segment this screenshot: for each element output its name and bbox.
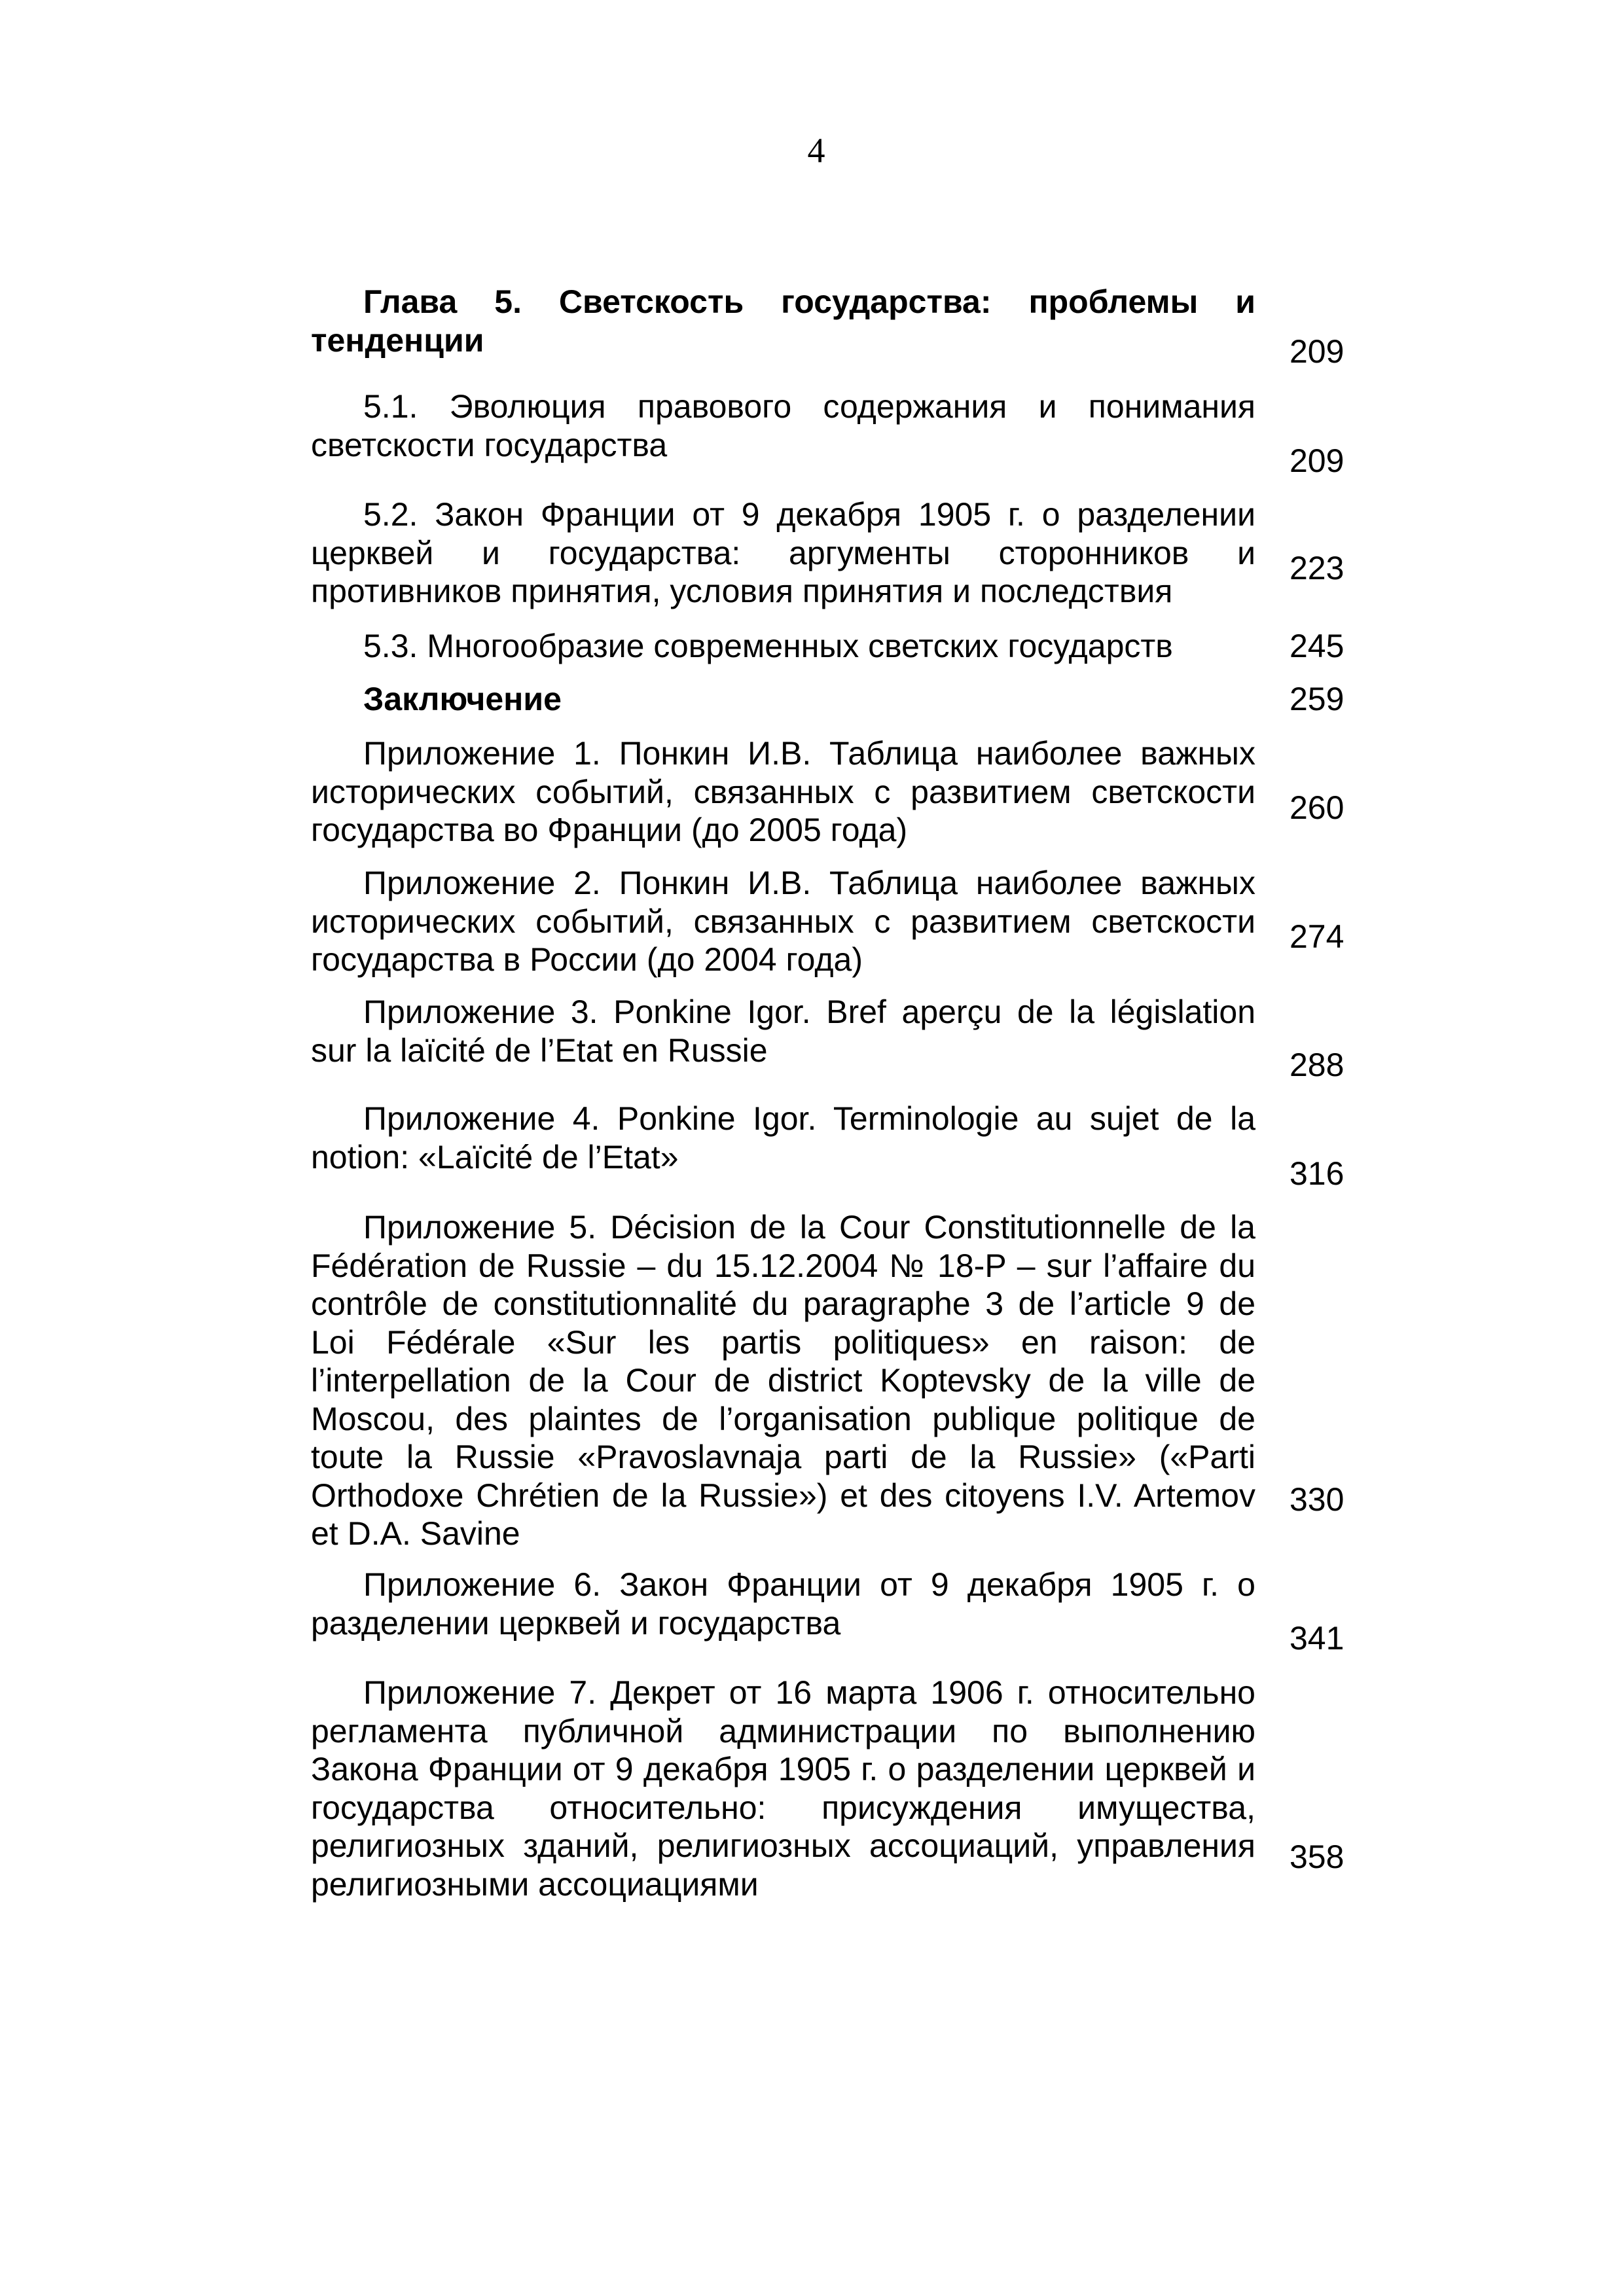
toc-entry-text: 5.3. Многообразие современных светских государств (363, 628, 1173, 664)
toc-entry-5-3 (311, 627, 1255, 666)
toc-entry-conclusion (311, 680, 1255, 719)
toc-entry-5-1 (311, 387, 1255, 464)
toc-entry-page: 316 (1290, 1155, 1344, 1192)
toc-entry-page: 209 (1290, 333, 1344, 370)
toc-entry-text: 5.2. Закон Франции от 9 декабря 1905 г. о разделении церквей и государства: аргументы сторонников и противников принятия, условия принятия и последствия (311, 496, 1255, 609)
toc-entry-text: 5.1. Эволюция правового содержания и понимания светскости государства (311, 388, 1255, 463)
toc-entry-page: 330 (1290, 1481, 1344, 1518)
toc-entry-5-2 (311, 495, 1255, 611)
toc-entry-text: Приложение 3. Ponkine Igor. Bref aperçu de la législation sur la laïcité de l’Etat en Russie (311, 994, 1255, 1069)
toc-entry-appendix-7 (311, 1674, 1255, 1903)
toc-entry-page: 209 (1290, 442, 1344, 479)
toc-entry-appendix-6 (311, 1566, 1255, 1642)
toc-entry-page: 341 (1290, 1620, 1344, 1657)
toc-entry-page: 288 (1290, 1047, 1344, 1083)
toc-entry-appendix-2 (311, 864, 1255, 979)
toc-entry-text: Приложение 4. Ponkine Igor. Terminologie au sujet de la notion: «Laïcité de l’Etat» (311, 1100, 1255, 1175)
toc-entry-page: 223 (1290, 550, 1344, 586)
toc-entry-page: 274 (1290, 918, 1344, 955)
toc-entry-text: Приложение 1. Понкин И.В. Таблица наиболее важных исторических событий, связанных с развитием светскости государства во Франции (до 2005 года) (311, 735, 1255, 848)
toc-entry-page: 245 (1290, 628, 1344, 664)
toc-entry-text: Заключение (363, 681, 562, 717)
toc-entry-text: Приложение 2. Понкин И.В. Таблица наиболее важных исторических событий, связанных с развитием светскости государства в России (до 2004 года) (311, 865, 1255, 978)
toc-entry-text: Приложение 6. Закон Франции от 9 декабря 1905 г. о разделении церквей и государства (311, 1566, 1255, 1641)
toc-entry-page: 260 (1290, 789, 1344, 826)
toc-entry-appendix-5 (311, 1208, 1255, 1553)
toc-entry-page: 259 (1290, 681, 1344, 717)
toc-entry-page: 358 (1290, 1839, 1344, 1875)
toc-entry-text: Приложение 7. Декрет от 16 марта 1906 г. относительно регламента публичной администрации по выполнению Закона Франции от 9 декабря 1905 г. о разделении церквей и государства относительно: присуждения имущества, религиозных зданий, религиозных ассоциаций, управления религиозными ассоциациями (311, 1674, 1255, 1903)
page-number: 4 (807, 131, 825, 170)
toc-entry-chapter-5 (311, 283, 1255, 359)
toc-entry-appendix-4 (311, 1100, 1255, 1176)
toc-entry-appendix-1 (311, 734, 1255, 850)
toc-entry-text: Глава 5. Светскость государства: проблемы и тенденции (311, 283, 1255, 359)
toc-entry-text: Приложение 5. Décision de la Cour Constitutionnelle de la Fédération de Russie – du 15.12.2004 № 18-P – sur l’affaire du contrôle de constitutionnalité du paragraphe 3 de l’article 9 de Loi Fédérale «Sur les partis politiques» en raison: de l’interpellation de la Cour de district Koptevsky de la ville de Moscou, des plaintes de l’organisation publique politique de toute la Russie «Pravoslavnaja parti de la Russie» («Parti Orthodoxe Chrétien de la Russie») et des citoyens I.V. Artemov et D.A. Savine (311, 1209, 1255, 1552)
toc-entry-appendix-3 (311, 993, 1255, 1069)
